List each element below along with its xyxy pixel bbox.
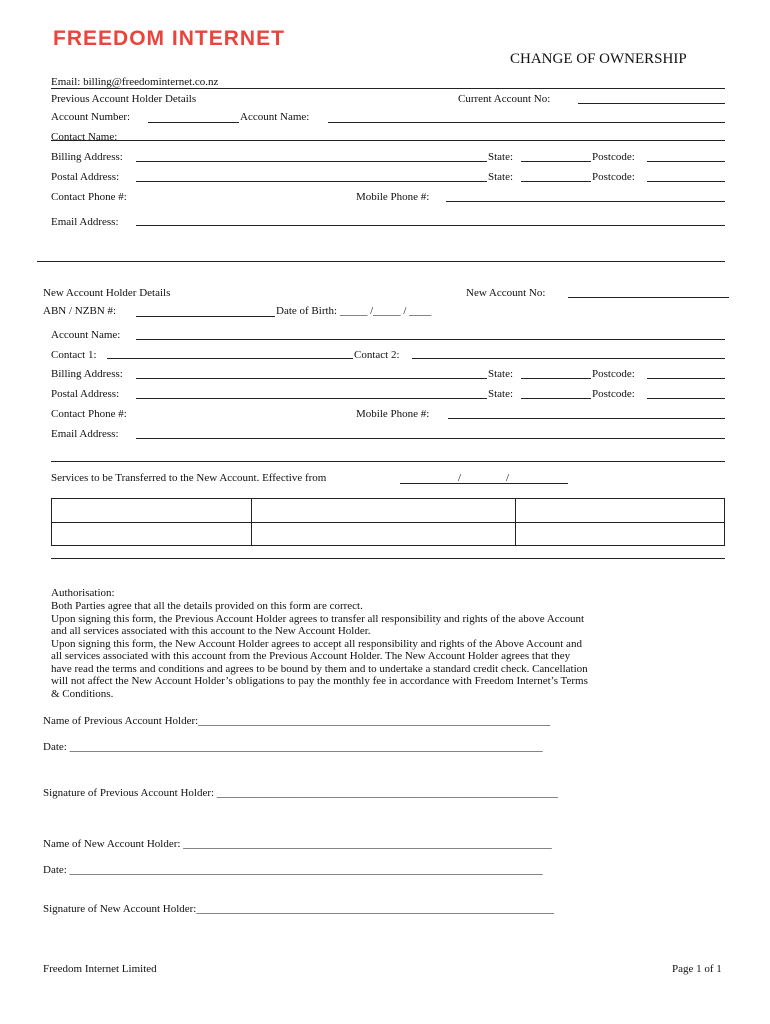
- current-account-no-field[interactable]: [578, 103, 725, 104]
- state-field[interactable]: [521, 181, 591, 182]
- account-number-field[interactable]: [148, 122, 239, 123]
- new-date-field[interactable]: Date: ______________________________________________________________________________________: [43, 864, 543, 876]
- contact-name-field[interactable]: [51, 140, 725, 141]
- divider: [51, 88, 725, 89]
- postcode-label: Postcode:: [592, 151, 635, 163]
- page-number: Page 1 of 1: [672, 963, 722, 975]
- billing-email[interactable]: Email: billing@freedominternet.co.nz: [51, 76, 219, 88]
- mobile-phone-field[interactable]: [446, 201, 725, 202]
- services-label: Services to be Transferred to the New Account. Effective from: [51, 472, 327, 484]
- mobile-phone-label: Mobile Phone #:: [356, 191, 430, 203]
- authorisation-line: have read the terms and conditions and agrees to be bound by them and to undertake a standard credit check. Cancellation: [51, 662, 588, 675]
- contact-2-field[interactable]: [412, 358, 725, 359]
- account-name-field[interactable]: [328, 122, 725, 123]
- new-account-no-label: New Account No:: [466, 287, 546, 299]
- contact-2-label: Contact 2:: [354, 349, 400, 361]
- new-signature-field[interactable]: Signature of New Account Holder:_________________________________________________________________: [43, 903, 554, 915]
- postal-address-label: Postal Address:: [51, 171, 120, 183]
- new-holder-name-field[interactable]: Name of New Account Holder: ___________________________________________________________________: [43, 838, 552, 850]
- billing-address-field[interactable]: [136, 161, 487, 162]
- postal-address-field[interactable]: [136, 181, 487, 182]
- contact-1-label: Contact 1:: [51, 349, 97, 361]
- previous-section-label: Previous Account Holder Details: [51, 93, 197, 105]
- postcode-label: Postcode:: [592, 171, 635, 183]
- state-field[interactable]: [521, 378, 591, 379]
- abn-label: ABN / NZBN #:: [43, 305, 117, 317]
- state-label: State:: [488, 171, 514, 183]
- authorisation-heading: Authorisation:: [51, 587, 115, 599]
- date-separator: /: [506, 472, 510, 484]
- account-number-label: Account Number:: [51, 111, 131, 123]
- effective-date-field[interactable]: [400, 483, 568, 484]
- section-divider: [51, 461, 725, 462]
- mobile-phone-label: Mobile Phone #:: [356, 408, 430, 420]
- email-address-field[interactable]: [136, 225, 725, 226]
- contact-1-field[interactable]: [107, 358, 353, 359]
- authorisation-line: Upon signing this form, the Previous Account Holder agrees to transfer all responsibility and rights of the above Account: [51, 612, 585, 625]
- page-title: CHANGE OF OWNERSHIP: [510, 51, 687, 67]
- authorisation-line: Both Parties agree that all the details provided on this form are correct.: [51, 600, 363, 612]
- postcode-field[interactable]: [647, 398, 725, 399]
- contact-phone-label: Contact Phone #:: [51, 408, 127, 420]
- billing-address-label: Billing Address:: [51, 151, 123, 163]
- state-label: State:: [488, 388, 514, 400]
- postcode-label: Postcode:: [592, 368, 635, 380]
- authorisation-line: will not affect the New Account Holder’s obligations to pay the monthly fee in accordance with Freedom Internet’s Terms: [51, 675, 588, 687]
- postcode-field[interactable]: [647, 181, 725, 182]
- authorisation-line: & Conditions.: [51, 687, 114, 700]
- authorisation-line: all services associated with this account from the Previous Account Holder. The New Account Holder agrees that they: [51, 650, 571, 662]
- state-label: State:: [488, 151, 514, 163]
- services-cell[interactable]: [516, 523, 724, 545]
- email-address-label: Email Address:: [51, 216, 119, 228]
- previous-signature-field[interactable]: Signature of Previous Account Holder: ______________________________________________________________: [43, 787, 558, 799]
- account-name-label: Account Name:: [240, 111, 310, 123]
- services-cell[interactable]: [52, 499, 250, 521]
- date-separator: /: [458, 472, 462, 484]
- services-cell[interactable]: [252, 523, 514, 545]
- services-cell[interactable]: [52, 523, 250, 545]
- new-account-no-field[interactable]: [568, 297, 729, 298]
- abn-field[interactable]: [136, 316, 275, 317]
- previous-holder-name-field[interactable]: Name of Previous Account Holder:________________________________________________________________: [43, 715, 551, 727]
- billing-address-label: Billing Address:: [51, 368, 123, 380]
- email-address-field[interactable]: [136, 438, 725, 439]
- current-account-no-label: Current Account No:: [458, 93, 551, 105]
- postcode-field[interactable]: [647, 378, 725, 379]
- state-label: State:: [488, 368, 514, 380]
- services-cell[interactable]: [516, 499, 724, 521]
- company-logo: FREEDOM INTERNET: [53, 27, 285, 50]
- account-name-field[interactable]: [136, 339, 725, 340]
- authorisation-line: Upon signing this form, the New Account Holder agrees to accept all responsibility and rights of the Above Account and: [51, 637, 582, 650]
- date-of-birth-field[interactable]: Date of Birth: _____ /_____ / ____: [276, 305, 432, 317]
- footer-company: Freedom Internet Limited: [43, 963, 157, 975]
- billing-address-field[interactable]: [136, 378, 487, 379]
- postal-address-label: Postal Address:: [51, 388, 120, 400]
- account-name-label: Account Name:: [51, 329, 121, 341]
- section-divider: [51, 558, 725, 559]
- previous-date-field[interactable]: Date: ______________________________________________________________________________________: [43, 741, 543, 753]
- email-address-label: Email Address:: [51, 428, 119, 440]
- state-field[interactable]: [521, 161, 591, 162]
- services-cell[interactable]: [252, 499, 514, 521]
- postcode-field[interactable]: [647, 161, 725, 162]
- authorisation-line: and all services associated with this account to the New Account Holder.: [51, 625, 371, 637]
- section-divider: [37, 261, 725, 262]
- contact-phone-label: Contact Phone #:: [51, 191, 127, 203]
- postal-address-field[interactable]: [136, 398, 487, 399]
- contact-name-label: Contact Name:: [51, 131, 118, 143]
- mobile-phone-field[interactable]: [448, 418, 725, 419]
- postcode-label: Postcode:: [592, 388, 635, 400]
- state-field[interactable]: [521, 398, 591, 399]
- new-section-label: New Account Holder Details: [43, 287, 171, 299]
